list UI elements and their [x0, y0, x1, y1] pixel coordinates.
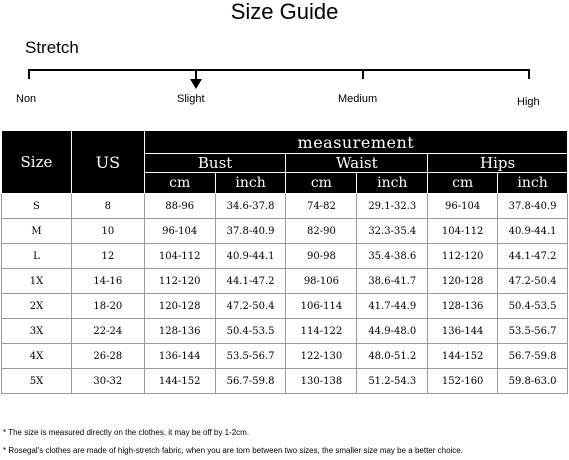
cell-us: 30-32 [71, 369, 144, 394]
header-unit: cm [286, 173, 357, 194]
cell-waist-cm: 106-114 [286, 294, 357, 319]
cell-bust-inch: 47.2-50.4 [215, 294, 286, 319]
cell-waist-inch: 44.9-48.0 [357, 319, 428, 344]
cell-bust-cm: 128-136 [144, 319, 215, 344]
cell-hips-cm: 96-104 [428, 194, 498, 219]
cell-hips-cm: 112-120 [428, 244, 498, 269]
header-unit: cm [428, 173, 498, 194]
stretch-scale-line [28, 69, 530, 71]
header-unit: inch [215, 173, 286, 194]
cell-waist-cm: 114-122 [286, 319, 357, 344]
cell-size: S [2, 194, 72, 219]
cell-us: 14-16 [71, 269, 144, 294]
size-table-header [2, 131, 568, 194]
header-hips: Hips [428, 154, 568, 173]
cell-bust-inch: 40.9-44.1 [215, 244, 286, 269]
header-bust: Bust [144, 154, 286, 173]
cell-bust-cm: 88-96 [144, 194, 215, 219]
cell-size: 5X [2, 369, 72, 394]
cell-hips-inch: 50.4-53.5 [498, 294, 568, 319]
table-row [2, 269, 568, 294]
size-table-body [2, 194, 568, 394]
cell-hips-cm: 136-144 [428, 319, 498, 344]
cell-bust-inch: 37.8-40.9 [215, 219, 286, 244]
stretch-level-non: Non [16, 93, 37, 105]
stretch-tick-medium [362, 69, 364, 79]
table-row [2, 319, 568, 344]
cell-waist-cm: 130-138 [286, 369, 357, 394]
header-measurement: measurement [144, 131, 567, 154]
header-unit: cm [144, 173, 215, 194]
cell-bust-cm: 104-112 [144, 244, 215, 269]
header-unit: inch [498, 173, 568, 194]
cell-us: 26-28 [71, 344, 144, 369]
stretch-level-slight: Slight [177, 93, 205, 105]
cell-bust-inch: 34.6-37.8 [215, 194, 286, 219]
cell-size: 4X [2, 344, 72, 369]
cell-waist-inch: 29.1-32.3 [357, 194, 428, 219]
cell-waist-cm: 98-106 [286, 269, 357, 294]
table-row [2, 369, 568, 394]
cell-waist-inch: 38.6-41.7 [357, 269, 428, 294]
cell-bust-cm: 136-144 [144, 344, 215, 369]
header-us: US [71, 131, 144, 194]
arrow-down-icon [190, 71, 202, 89]
table-row [2, 219, 568, 244]
cell-waist-inch: 51.2-54.3 [357, 369, 428, 394]
cell-waist-inch: 48.0-51.2 [357, 344, 428, 369]
stretch-tick-non [28, 69, 30, 79]
header-waist: Waist [286, 154, 428, 173]
cell-bust-cm: 144-152 [144, 369, 215, 394]
cell-hips-cm: 152-160 [428, 369, 498, 394]
cell-bust-inch: 50.4-53.5 [215, 319, 286, 344]
cell-waist-cm: 74-82 [286, 194, 357, 219]
note-fabric: * Rosegal's clothes are made of high-stretch fabric, when you are torn between two sizes, the smaller size may be a better choice. [3, 446, 463, 455]
cell-us: 22-24 [71, 319, 144, 344]
cell-waist-inch: 32.3-35.4 [357, 219, 428, 244]
stretch-tick-high [528, 69, 530, 79]
cell-us: 8 [71, 194, 144, 219]
cell-waist-inch: 35.4-38.6 [357, 244, 428, 269]
cell-bust-inch: 53.5-56.7 [215, 344, 286, 369]
table-row [2, 294, 568, 319]
cell-hips-inch: 44.1-47.2 [498, 244, 568, 269]
stretch-level-medium: Medium [338, 93, 378, 105]
header-unit: inch [357, 173, 428, 194]
cell-hips-cm: 104-112 [428, 219, 498, 244]
table-row [2, 344, 568, 369]
cell-hips-cm: 144-152 [428, 344, 498, 369]
cell-bust-inch: 56.7-59.8 [215, 369, 286, 394]
cell-hips-cm: 120-128 [428, 269, 498, 294]
cell-hips-inch: 47.2-50.4 [498, 269, 568, 294]
cell-bust-cm: 96-104 [144, 219, 215, 244]
cell-size: L [2, 244, 72, 269]
cell-us: 12 [71, 244, 144, 269]
stretch-level-high: High [517, 96, 540, 108]
cell-size: 3X [2, 319, 72, 344]
cell-waist-cm: 82-90 [286, 219, 357, 244]
table-row [2, 244, 568, 269]
cell-size: 2X [2, 294, 72, 319]
cell-size: 1X [2, 269, 72, 294]
cell-bust-cm: 120-128 [144, 294, 215, 319]
stretch-scale [28, 69, 530, 79]
cell-hips-inch: 59.8-63.0 [498, 369, 568, 394]
page-title: Size Guide [230, 0, 339, 24]
cell-bust-inch: 44.1-47.2 [215, 269, 286, 294]
cell-hips-cm: 128-136 [428, 294, 498, 319]
cell-hips-inch: 40.9-44.1 [498, 219, 568, 244]
cell-size: M [2, 219, 72, 244]
cell-bust-cm: 112-120 [144, 269, 215, 294]
header-size: Size [2, 131, 72, 194]
cell-hips-inch: 56.7-59.8 [498, 344, 568, 369]
cell-waist-cm: 90-98 [286, 244, 357, 269]
cell-hips-inch: 53.5-56.7 [498, 319, 568, 344]
stretch-label: Stretch [25, 38, 79, 57]
cell-us: 18-20 [71, 294, 144, 319]
note-measurement: * The size is measured directly on the clothes, it may be off by 1-2cm. [3, 428, 250, 437]
cell-waist-cm: 122-130 [286, 344, 357, 369]
size-table [1, 130, 568, 394]
table-row [2, 194, 568, 219]
cell-waist-inch: 41.7-44.9 [357, 294, 428, 319]
cell-us: 10 [71, 219, 144, 244]
cell-hips-inch: 37.8-40.9 [498, 194, 568, 219]
